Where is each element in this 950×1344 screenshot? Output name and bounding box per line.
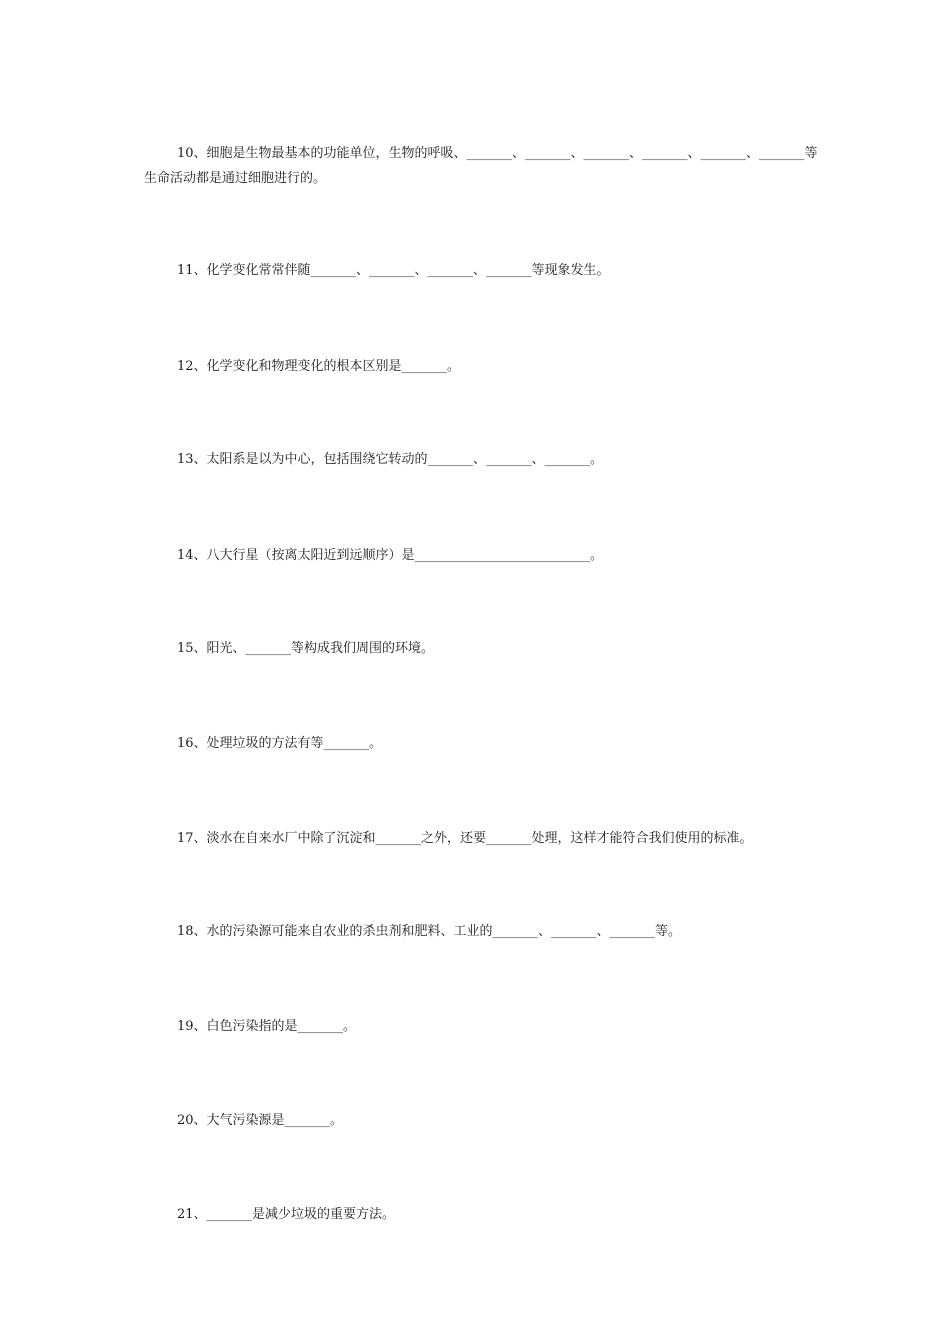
question-17: 17、淡水在自来水厂中除了沉淀和_______之外，还要_______处理，这样才能符合我们使用的标准。 — [177, 831, 753, 846]
question-10: 10、细胞是生物最基本的功能单位，生物的呼吸、_______、_______、_______、_______、_______、_______等生命活动都是通过细胞进行的。 — [144, 146, 818, 186]
question-15: 15、阳光、_______等构成我们周围的环境。 — [177, 641, 435, 656]
question-13: 13、太阳系是以为中心，包括围绕它转动的_______、_______、_______。 — [177, 452, 604, 467]
question-12: 12、化学变化和物理变化的根本区别是_______。 — [177, 359, 461, 374]
question-21: 21、_______是减少垃圾的重要方法。 — [177, 1207, 396, 1222]
question-11: 11、化学变化常常伴随_______、_______、_______、_______等现象发生。 — [177, 263, 610, 278]
question-19: 19、白色污染指的是_______。 — [177, 1019, 357, 1034]
question-18: 18、水的污染源可能来自农业的杀虫剂和肥料、工业的_______、_______、_______等。 — [177, 924, 682, 939]
question-14: 14、八大行星（按离太阳近到远顺序）是___________________________。 — [177, 548, 604, 563]
question-16: 16、处理垃圾的方法有等_______。 — [177, 736, 383, 751]
question-20: 20、大气污染源是_______。 — [177, 1113, 344, 1128]
